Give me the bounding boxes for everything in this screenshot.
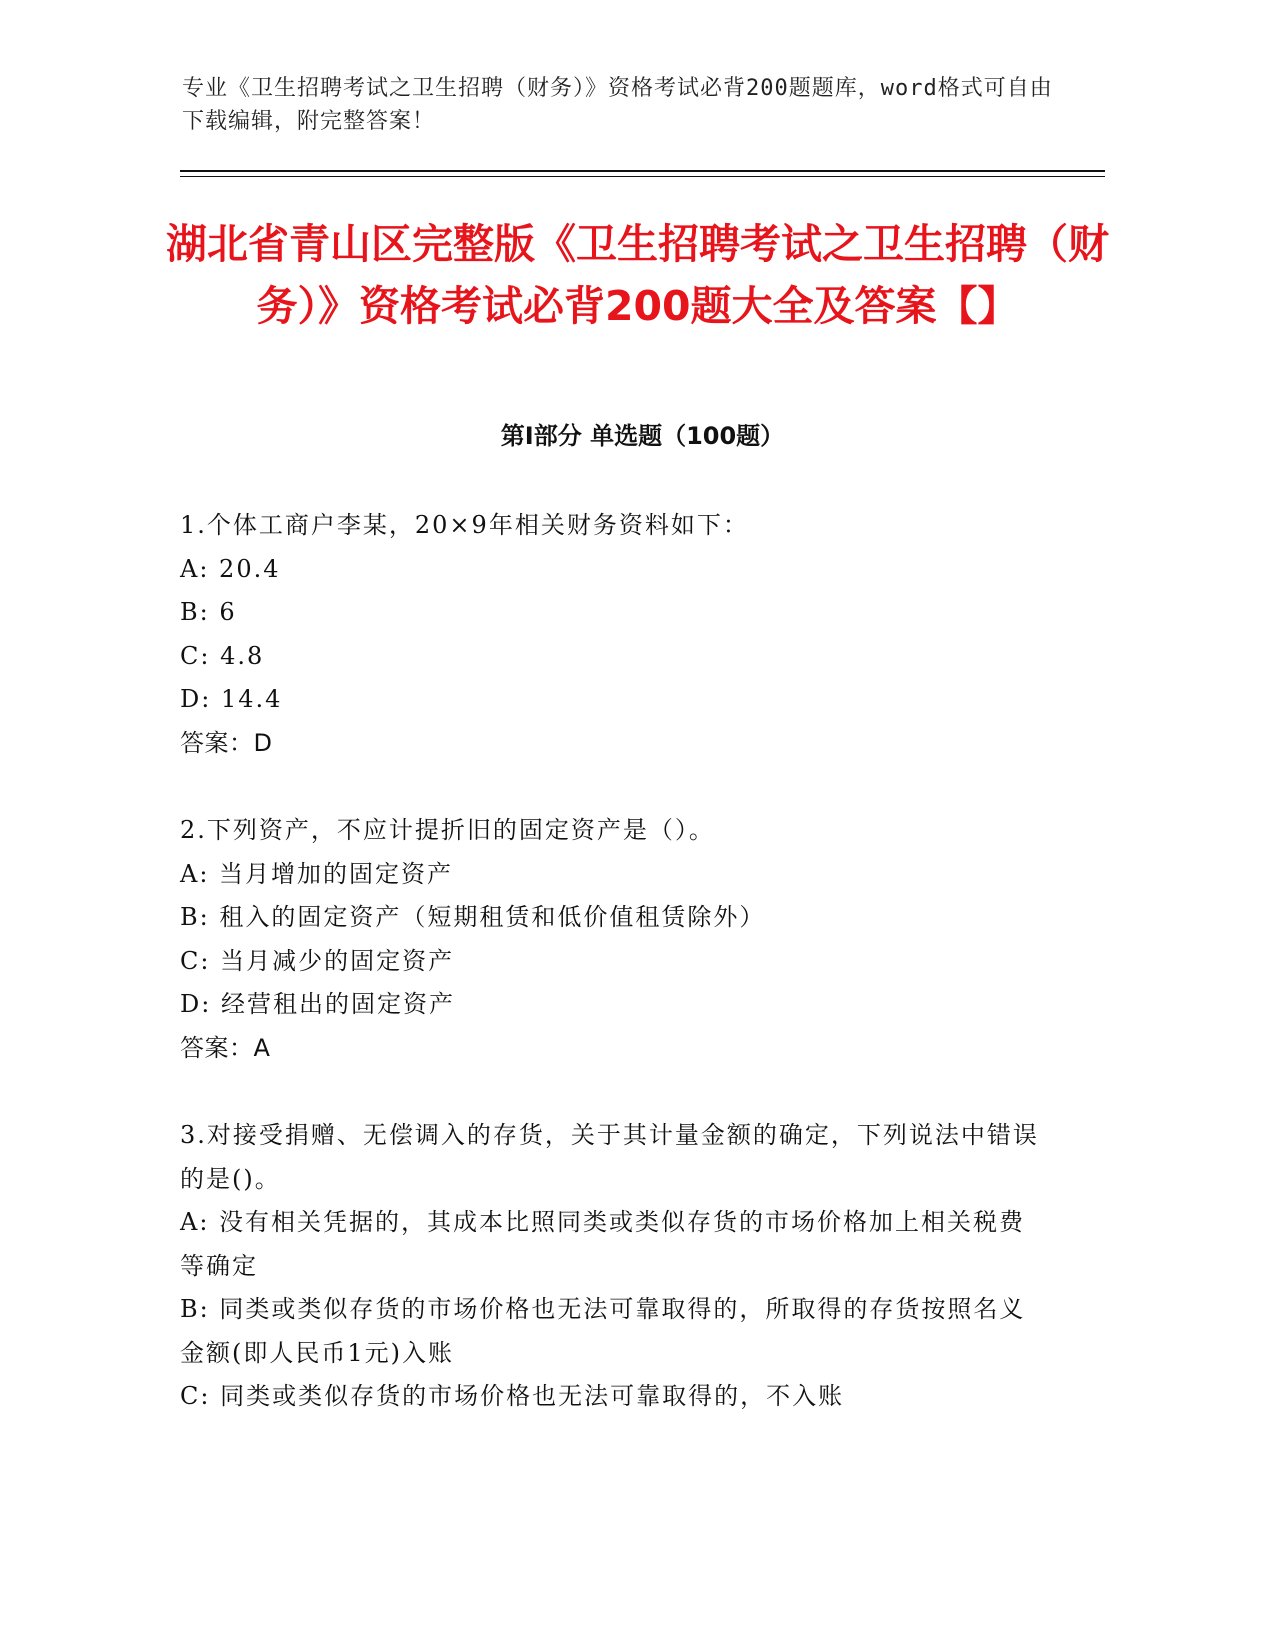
section-heading: 第Ⅰ部分 单选题（100题） [500, 422, 785, 450]
option-c: C: 同类或类似存货的市场价格也无法可靠取得的，不入账 [180, 1382, 845, 1410]
question-stem: 1.个体工商户李某，20×9年相关财务资料如下： [180, 511, 749, 539]
question-stem: 2.下列资产，不应计提折旧的固定资产是（）。 [180, 816, 715, 844]
header-divider-thick [180, 170, 1105, 172]
option-a: A: 20.4 [180, 554, 281, 583]
question-1 [180, 504, 1040, 765]
document-title: 湖北省青山区完整版《卫生招聘考试之卫生招聘（财务）》资格考试必背200题大全及答案【】 [166, 220, 1109, 330]
header-divider-thin [180, 176, 1105, 177]
question-3 [180, 1114, 1040, 1419]
option-b: B: 同类或类似存货的市场价格也无法可靠取得的，所取得的存货按照名义金额(即人民币1元)入账 [180, 1295, 1026, 1367]
header-note: 专业《卫生招聘考试之卫生招聘（财务）》资格考试必背200题题库，word格式可自由下载编辑，附完整答案！ [182, 76, 1053, 134]
option-c: C: 当月减少的固定资产 [180, 946, 455, 975]
answer: 答案：D [180, 728, 273, 757]
option-b: B: 6 [180, 598, 237, 626]
option-a: A: 当月增加的固定资产 [180, 859, 454, 888]
option-a: A: 没有相关凭据的，其成本比照同类或类似存货的市场价格加上相关税费等确定 [180, 1208, 1026, 1280]
option-b: B: 租入的固定资产（短期租赁和低价值租赁除外） [180, 903, 766, 931]
option-d: D: 14.4 [180, 685, 283, 713]
option-d: D: 经营租出的固定资产 [180, 990, 455, 1018]
question-2 [180, 809, 1040, 1070]
question-stem: 3.对接受捐赠、无偿调入的存货，关于其计量金额的确定，下列说法中错误的是()。 [180, 1121, 1039, 1193]
answer: 答案：A [180, 1033, 271, 1062]
option-c: C: 4.8 [180, 641, 265, 670]
